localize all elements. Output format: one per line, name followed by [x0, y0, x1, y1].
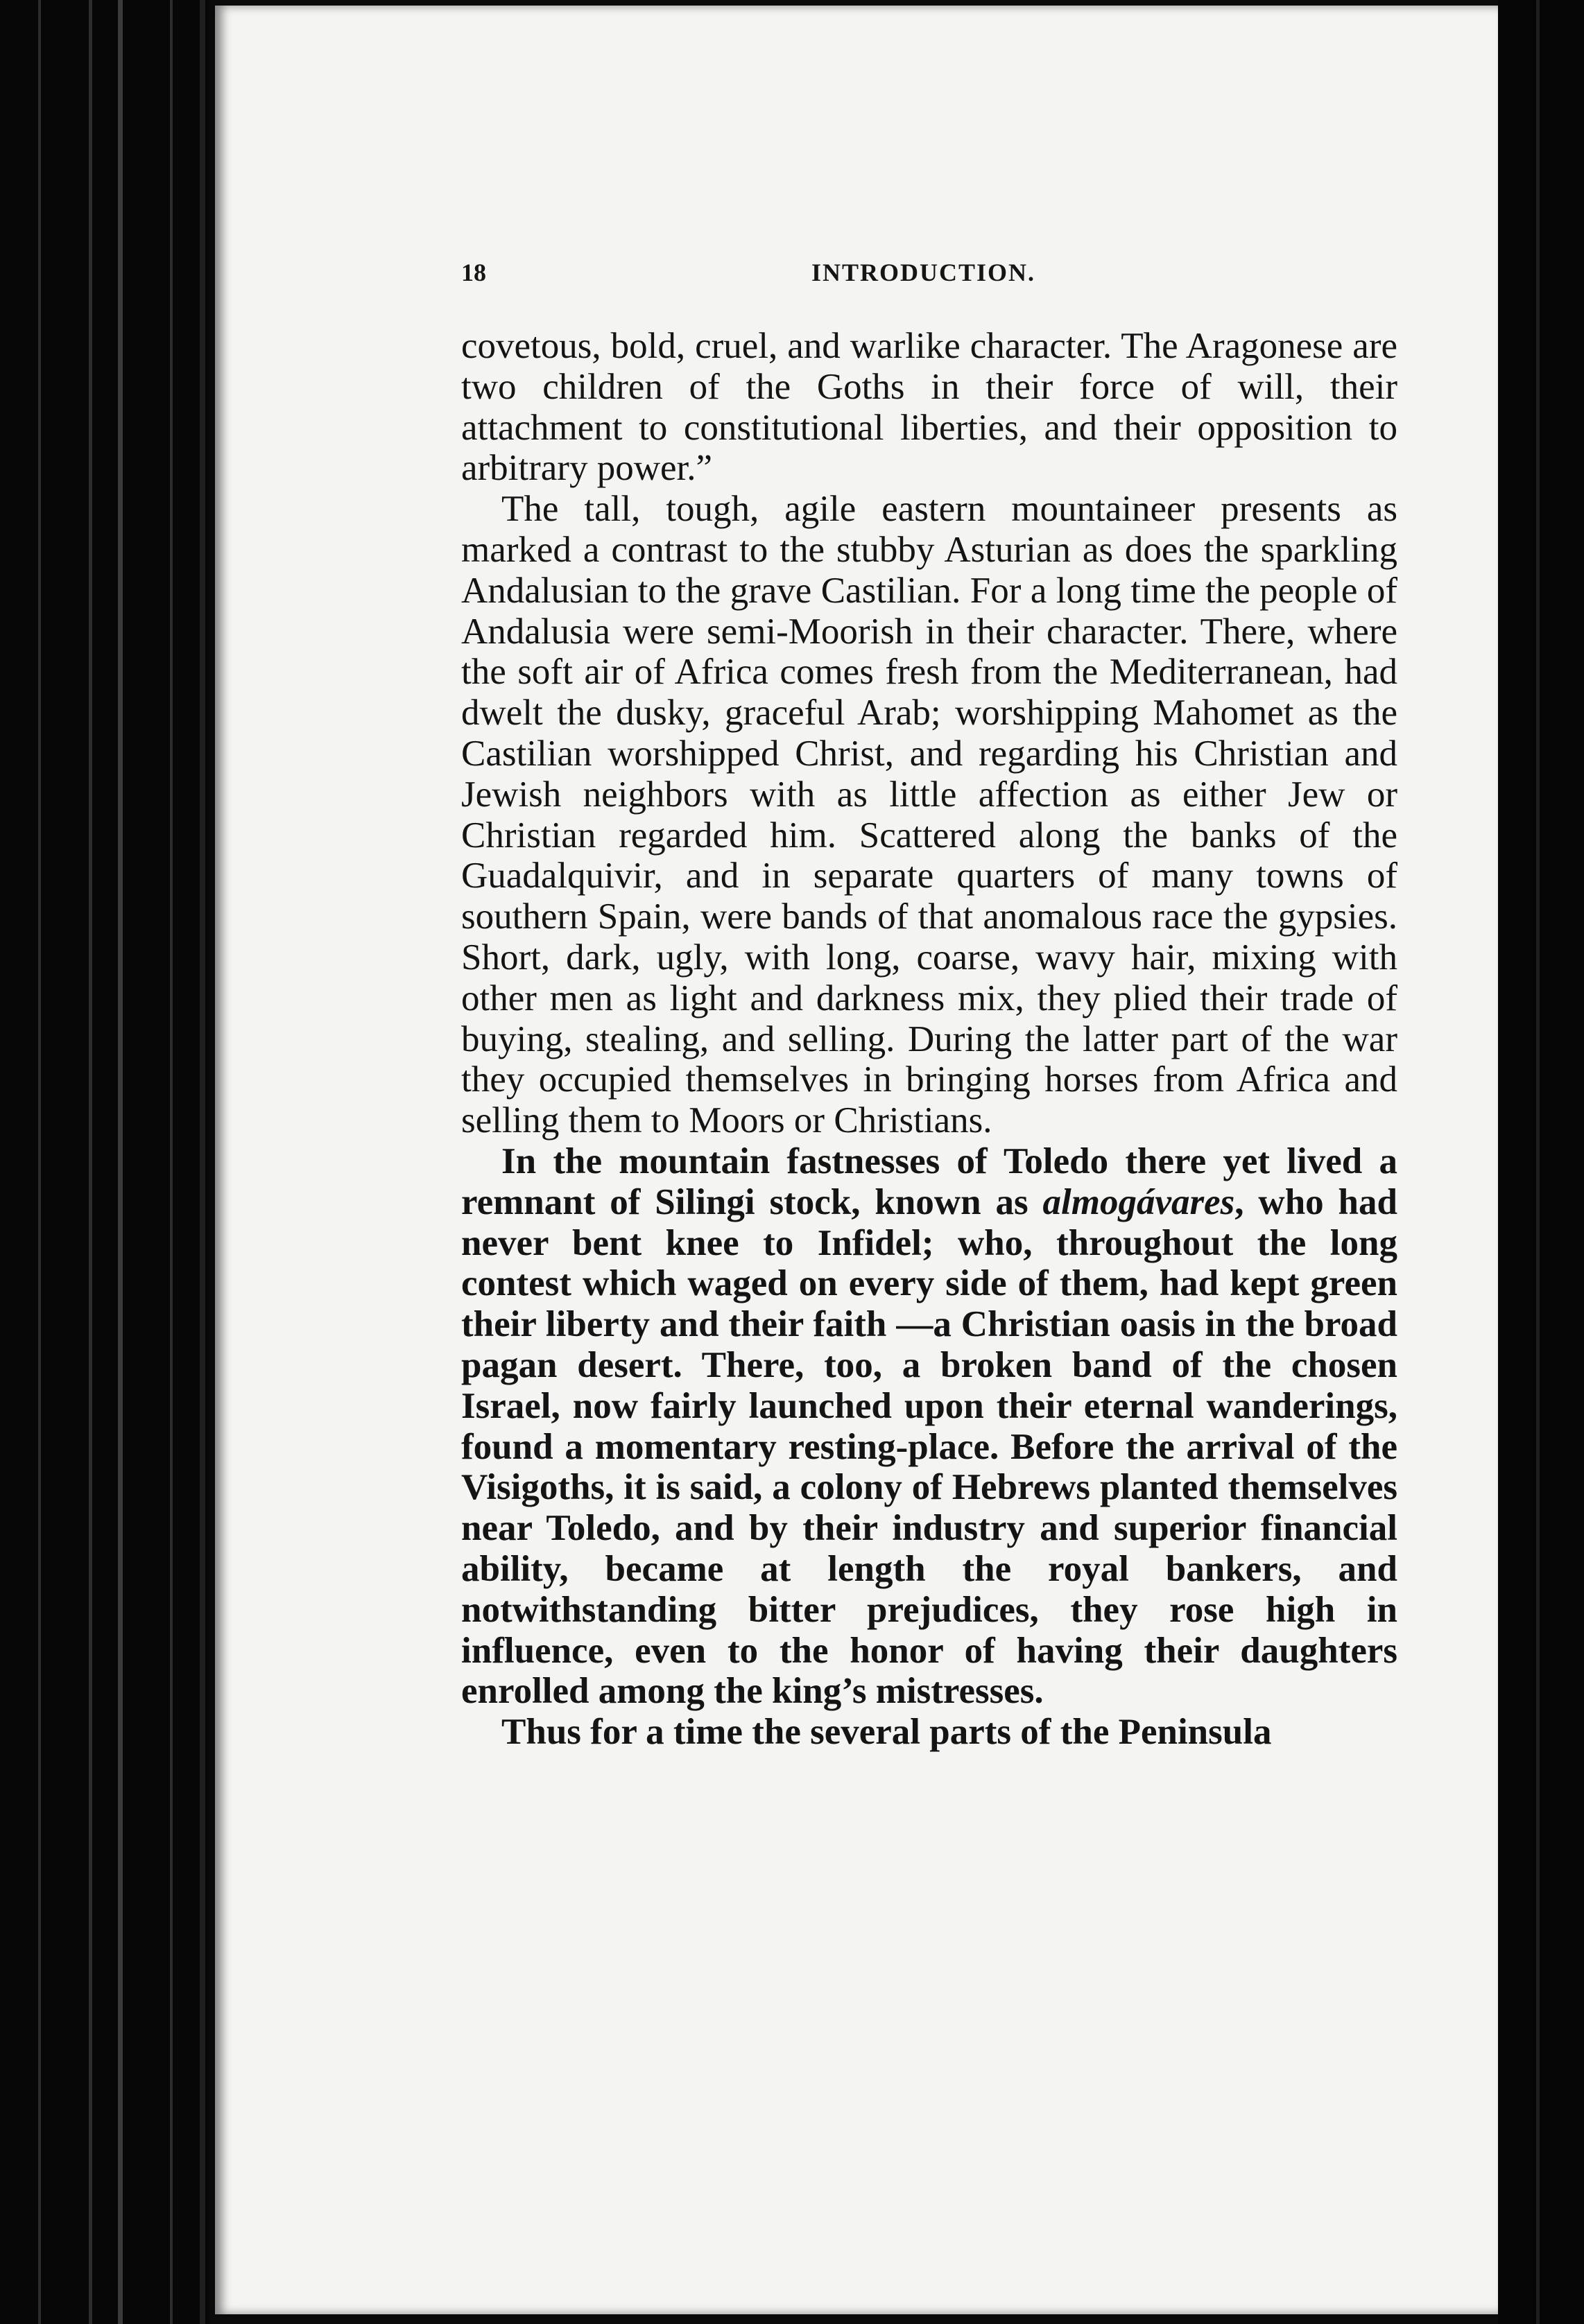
page-edge-line	[38, 0, 41, 2324]
italic-term: almogávares	[1042, 1181, 1235, 1222]
running-head	[461, 258, 1397, 300]
page-edge-line	[118, 0, 123, 2324]
paragraph-3-start: In the mountain fastnesses of Toledo there yet lived a remnant of Silingi stock, known as	[461, 1141, 1397, 1222]
paragraph-3	[461, 1141, 1397, 1712]
body-text	[461, 326, 1397, 1753]
page-edge-line	[89, 0, 92, 2324]
paragraph-4	[461, 1712, 1397, 1753]
paragraph-3-text	[461, 1141, 1397, 1711]
page-edge-line	[170, 0, 173, 2324]
paragraph-3-rest: , who had never bent knee to Infidel; who, throughout the long contest which waged on every side of them, had kept green their liberty and their faith —a Christian oasis in the broad pagan desert. There, too, a broken band of the chosen Israel, now fairly launched upon their eternal wanderings, found a momentary resting-place. Before the arrival of the Visigoths, it is said, a colony of Hebrews planted themselves near Toledo, and by their industry and superior financial ability, became at length the royal bankers, and notwithstanding bitter prejudices, they rose high in influence, even to the honor of having their daughters enrolled among the king’s mistresses.	[461, 1181, 1398, 1712]
chapter-title: INTRODUCTION.	[811, 259, 1036, 286]
page-number: 18	[461, 259, 486, 286]
paragraph-4-text: Thus for a time the several parts of the Peninsula	[501, 1712, 1272, 1753]
paragraph-1: covetous, bold, cruel, and warlike character. The Aragonese are two children of the Goths in their force of will, their attachment to constitutional liberties, and their opposition to arbitrary power.”	[461, 326, 1397, 489]
paragraph-2: The tall, tough, agile eastern mountaineer presents as marked a contrast to the stubby Asturian as does the sparkling Andalusian to the grave Castilian. For a long time the people of Andalusia were semi-Moorish in their character. There, where the soft air of Africa comes fresh from the Mediterranean, had dwelt the dusky, graceful Arab; worshipping Mahomet as the Castilian worshipped Christ, and regarding his Christian and Jewish neighbors with as little affection as either Jew or Christian regarded him. Scattered along the banks of the Guadalquivir, and in separate quarters of many towns of southern Spain, were bands of that anomalous race the gypsies. Short, dark, ugly, with long, coarse, wavy hair, mixing with other men as light and darkness mix, they plied their trade of buying, stealing, and selling. During the latter part of the war they occupied themselves in bringing horses from Africa and selling them to Moors or Christians.	[461, 489, 1397, 1141]
page-edge-line	[1536, 0, 1540, 2324]
scan-border	[1498, 0, 1584, 2324]
page-edge-line	[200, 0, 205, 2324]
book-spine	[0, 0, 208, 2324]
